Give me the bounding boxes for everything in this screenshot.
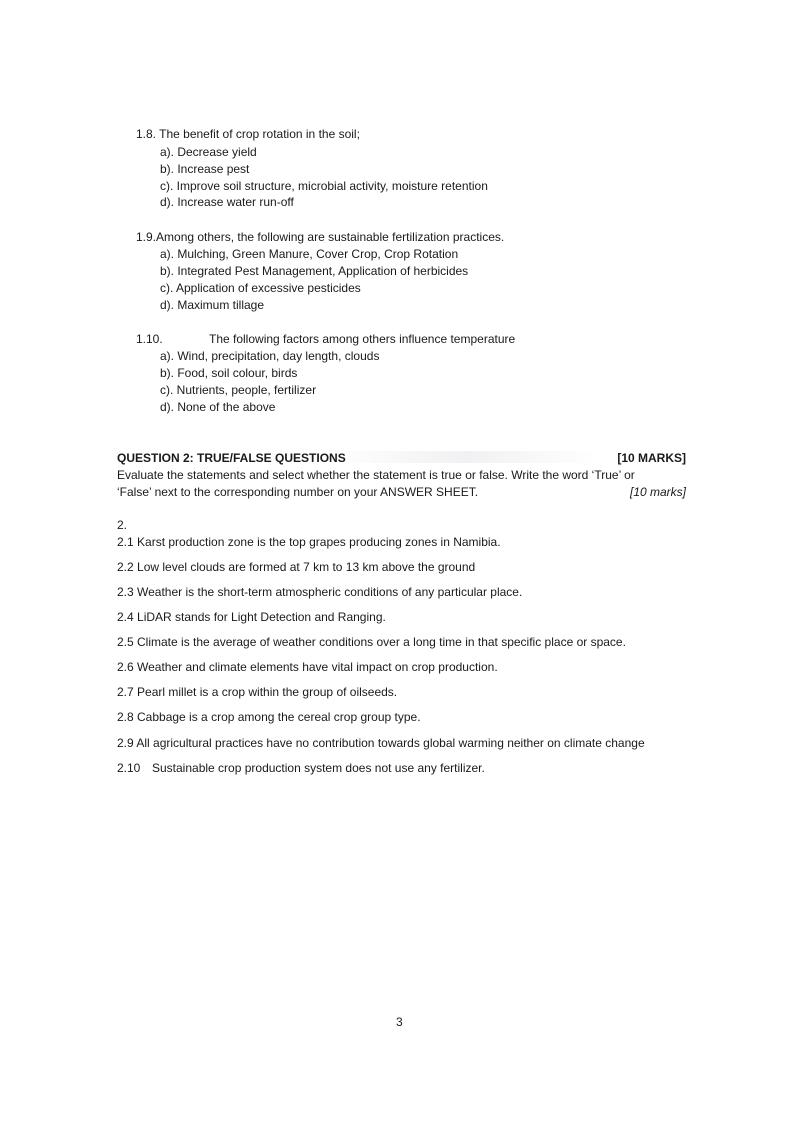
option: d). None of the above bbox=[160, 400, 276, 414]
option: a). Mulching, Green Manure, Cover Crop, Crop Rotation bbox=[160, 247, 459, 261]
option: c). Nutrients, people, fertilizer bbox=[160, 383, 317, 397]
instruction-marks: [10 marks] bbox=[629, 485, 686, 499]
option: a). Wind, precipitation, day length, clouds bbox=[160, 349, 380, 363]
scan-artifact bbox=[330, 451, 600, 463]
question-number: 1.10. bbox=[136, 332, 163, 346]
option: b). Food, soil colour, birds bbox=[160, 366, 298, 380]
option: c). Application of excessive pesticides bbox=[160, 281, 361, 295]
question-2-marks: [10 MARKS] bbox=[617, 451, 686, 465]
statement: 2.9 All agricultural practices have no contribution towards global warming neither on climate change bbox=[117, 736, 645, 750]
statement: 2.3 Weather is the short-term atmospheric conditions of any particular place. bbox=[117, 585, 523, 599]
statement: 2.7 Pearl millet is a crop within the group of oilseeds. bbox=[117, 685, 398, 699]
statement: 2.2 Low level clouds are formed at 7 km to 13 km above the ground bbox=[117, 560, 476, 574]
option: a). Decrease yield bbox=[160, 145, 257, 159]
statement: 2.4 LiDAR stands for Light Detection and Ranging. bbox=[117, 610, 386, 624]
section-number: 2. bbox=[117, 518, 128, 532]
question-2-heading: QUESTION 2: TRUE/FALSE QUESTIONS bbox=[117, 451, 346, 465]
option: d). Increase water run-off bbox=[160, 195, 294, 209]
statement-number: 2.10 bbox=[117, 761, 141, 775]
statement: Sustainable crop production system does not use any fertilizer. bbox=[152, 761, 485, 775]
option: c). Improve soil structure, microbial activity, moisture retention bbox=[160, 179, 488, 193]
statement: 2.6 Weather and climate elements have vital impact on crop production. bbox=[117, 660, 498, 674]
instruction-line-2: ‘False’ next to the corresponding number on your ANSWER SHEET. bbox=[117, 485, 479, 499]
question-1-9-stem: 1.9.Among others, the following are sustainable fertilization practices. bbox=[136, 230, 505, 244]
option: d). Maximum tillage bbox=[160, 298, 265, 312]
statement: 2.1 Karst production zone is the top grapes producing zones in Namibia. bbox=[117, 535, 501, 549]
question-1-10-stem: The following factors among others influence temperature bbox=[209, 332, 516, 346]
instruction-line-1: Evaluate the statements and select whether the statement is true or false. Write the word ‘True’ or bbox=[117, 468, 635, 482]
page-number: 3 bbox=[396, 1015, 403, 1029]
option: b). Integrated Pest Management, Application of herbicides bbox=[160, 264, 469, 278]
statement: 2.8 Cabbage is a crop among the cereal crop group type. bbox=[117, 710, 421, 724]
option: b). Increase pest bbox=[160, 162, 250, 176]
statement: 2.5 Climate is the average of weather conditions over a long time in that specific place or space. bbox=[117, 635, 626, 649]
question-1-8-stem: 1.8. The benefit of crop rotation in the soil; bbox=[136, 127, 360, 141]
